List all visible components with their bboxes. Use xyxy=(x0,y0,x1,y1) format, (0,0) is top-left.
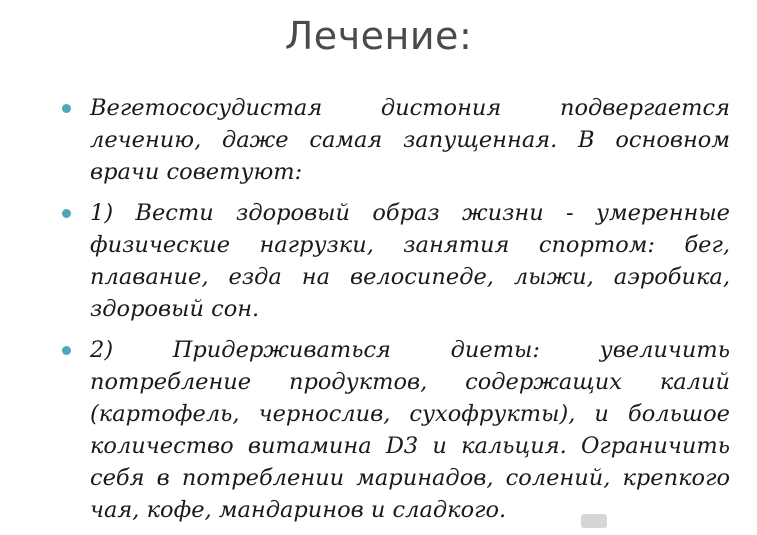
watermark xyxy=(581,514,751,528)
bullet-item xyxy=(62,92,730,188)
bullet-dot-icon xyxy=(62,209,71,218)
slide-title: Лечение: xyxy=(284,14,473,58)
bullet-text: Вегетососудистая дистония подвергается лечению, даже самая запущенная. В основном врачи советуют: xyxy=(90,95,730,185)
bullet-dot-icon xyxy=(62,104,71,113)
bullet-item xyxy=(62,197,730,325)
bullet-dot-icon xyxy=(62,346,71,355)
bullet-item xyxy=(62,334,730,526)
bullet-list xyxy=(62,92,730,535)
bullet-text: 2) Придерживаться диеты: увеличить потребление продуктов, содержащих калий (картофель, чернослив, сухофрукты), и большое количество витамина D3 и кальция. Ограничить себя в потреблении маринадов, солений, крепкого чая, кофе, мандаринов и сладкого. xyxy=(90,337,730,523)
bullet-text: 1) Вести здоровый образ жизни - умеренные физические нагрузки, занятия спортом: бег, плавание, езда на велосипеде, лыжи, аэробика, здоровый сон. xyxy=(90,200,730,322)
windows-logo-icon xyxy=(581,514,607,528)
